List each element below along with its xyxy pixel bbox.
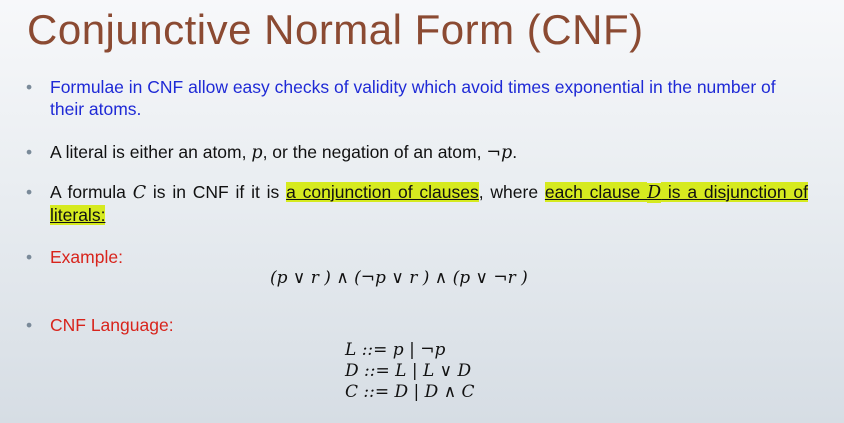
cnf-grammar (345, 340, 475, 403)
example-label: Example: (50, 247, 123, 267)
bullet-dot-icon: • (26, 315, 33, 335)
negated-atom-symbol: ¬p (486, 143, 513, 163)
atom-symbol: p (251, 143, 263, 163)
grammar-line-cnf: C ::= D | D ∧ C (345, 382, 475, 402)
bullet-dot-icon: • (26, 247, 33, 267)
highlight-clause-prefix: each clause (544, 182, 648, 202)
literal-text-pre: A literal is either an atom, (50, 142, 252, 162)
literal-text-mid: , or the negation of an atom, (262, 142, 487, 162)
cnf-text-pre: A formula (50, 182, 133, 202)
example-formula: (p ∨ r ) ∧ (¬p ∨ r ) ∧ (p ∨ ¬r ) (270, 268, 528, 288)
cnf-language-label: CNF Language: (50, 315, 174, 335)
bullet-text: Formulae in CNF allow easy checks of validity which avoid times exponential in the number of their atoms. (50, 77, 776, 119)
bullet-dot-icon: • (26, 77, 33, 97)
bullet-dot-icon: • (26, 142, 33, 162)
bullet-dot-icon: • (26, 182, 33, 202)
grammar-line-literal: L ::= p | ¬p (345, 340, 446, 360)
cnf-text-mid2: , where (478, 182, 545, 202)
formula-var-c: C (132, 183, 147, 203)
literal-text-post: . (512, 142, 518, 162)
cnf-text-mid: is in CNF if it is (146, 182, 287, 202)
slide-title: Conjunctive Normal Form (CNF) (27, 6, 644, 53)
clause-var-d: D (647, 183, 662, 203)
highlight-disjunction-of-literals: is a disjunction of literals: (50, 182, 808, 225)
highlight-conjunction-of-clauses: a conjunction of clauses (286, 182, 479, 202)
grammar-line-clause: D ::= L | L ∨ D (345, 361, 472, 381)
